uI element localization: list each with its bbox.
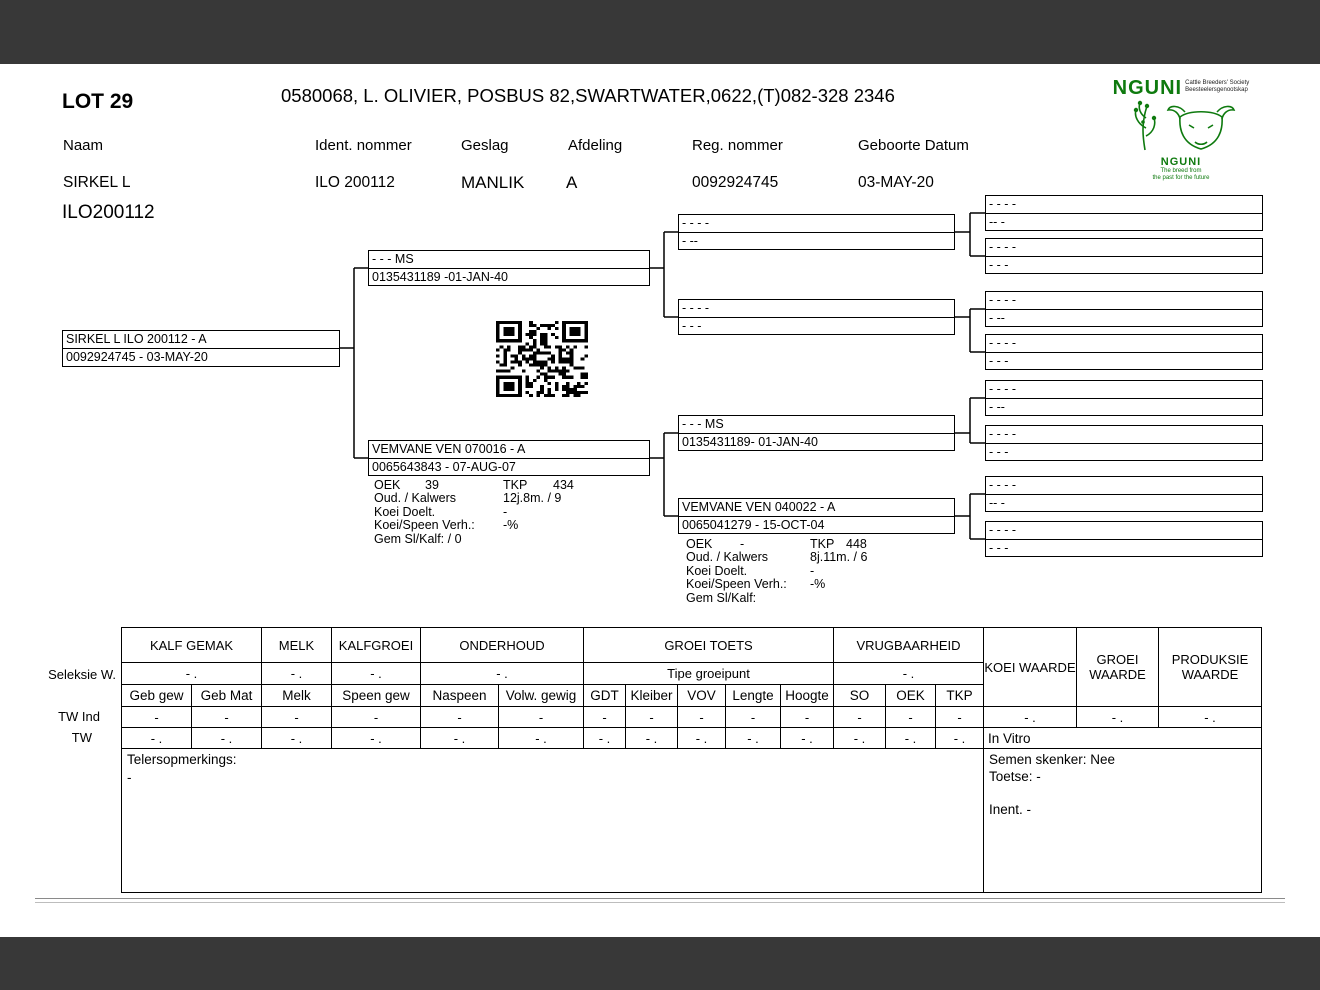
- pedigree-box-gen4-1: [985, 195, 1263, 231]
- tw-ind-cell: -: [262, 707, 332, 728]
- semen-donor-line: Semen skenker: Nee: [989, 752, 1116, 767]
- column-header: TKP: [936, 685, 984, 707]
- plant-and-bull-art: [1125, 98, 1237, 152]
- header-koei-waarde: KOEI WAARDE: [984, 628, 1077, 707]
- tw-cell: - .: [834, 728, 886, 749]
- tkp-value: 434: [553, 478, 574, 492]
- group-header-onderhoud: ONDERHOUD: [421, 628, 584, 663]
- field-value-reg: 0092924745: [692, 174, 779, 191]
- stats-row: [374, 533, 574, 546]
- gen4-1-name: - - - -: [986, 196, 1262, 214]
- tkp-value: 448: [846, 537, 867, 551]
- performance-table: [121, 627, 1262, 893]
- field-label-naam: Naam: [63, 137, 104, 154]
- tw-ind-cell: -: [421, 707, 499, 728]
- oek-label: OEK: [374, 478, 401, 492]
- pedigree-box-gen3-2: [678, 299, 955, 335]
- tw-ind-cell: - .: [984, 707, 1077, 728]
- gen3-dam-stats: [686, 538, 867, 605]
- stat-label: Gem Sl/Kalf: / 0: [374, 531, 462, 546]
- tw-ind-cell: -: [886, 707, 936, 728]
- stat-label: Koei Doelt.: [686, 563, 748, 578]
- tw-cell: - .: [781, 728, 834, 749]
- gen3-1-name: - - - -: [679, 215, 954, 233]
- row-label-tw-ind: TW Ind: [58, 709, 100, 724]
- column-header: Volw. gewig: [499, 685, 584, 707]
- pedigree-box-gen4-3: [985, 291, 1263, 327]
- column-header: Melk: [262, 685, 332, 707]
- tw-cell: - .: [726, 728, 781, 749]
- dam-stats: [374, 479, 574, 546]
- field-value-naam: SIRKEL L: [63, 174, 131, 191]
- tw-cell: - .: [886, 728, 936, 749]
- column-header: Hoogte: [781, 685, 834, 707]
- tkp-label: TKP: [503, 478, 528, 492]
- gen3-3-name: - - - MS: [679, 416, 954, 434]
- column-header: VOV: [678, 685, 726, 707]
- field-label-afdeling: Afdeling: [568, 137, 623, 154]
- lot-number: LOT 29: [62, 90, 134, 113]
- pedigree-box-gen3-1: [678, 214, 955, 250]
- row-label-tw: TW: [71, 730, 92, 745]
- tw-cell: - .: [421, 728, 499, 749]
- tkp-label: TKP: [810, 537, 835, 551]
- inent-line: Inent. -: [989, 802, 1032, 817]
- field-label-geboorte: Geboorte Datum: [858, 137, 969, 154]
- nguni-logo-header: [1111, 78, 1251, 98]
- tw-cell: - .: [122, 728, 192, 749]
- info-cell: [984, 749, 1262, 893]
- oek-value: 39: [425, 478, 439, 492]
- pedigree-box-gen3-4: [678, 498, 955, 534]
- column-header: Kleiber: [626, 685, 678, 707]
- gen3-4-reg: 0065041279 - 15-OCT-04: [682, 518, 825, 532]
- nguni-brand-small: NGUNI: [1160, 156, 1202, 168]
- society-line2: Beesteelersgenootskap: [1185, 87, 1248, 93]
- stat-value: -: [810, 563, 815, 578]
- subject-reg: 0092924745 - 03-MAY-20: [66, 350, 208, 364]
- stat-label: Koei/Speen Verh.:: [686, 577, 787, 592]
- pedigree-box-subject: [62, 330, 340, 367]
- column-header: Speen gew: [332, 685, 421, 707]
- group-header-groei-toets: GROEI TOETS: [584, 628, 834, 663]
- tw-ind-cell: -: [499, 707, 584, 728]
- stat-label: Oud. / Kalwers: [374, 491, 456, 506]
- column-header: Naspeen: [421, 685, 499, 707]
- seleksie-cell: - .: [332, 663, 421, 685]
- tw-cell: - .: [499, 728, 584, 749]
- pedigree-box-gen3-3: [678, 415, 955, 451]
- gen4-7-name: - - - -: [986, 477, 1262, 495]
- tw-ind-cell: -: [834, 707, 886, 728]
- column-header: OEK: [886, 685, 936, 707]
- stat-value: 12j.8m. / 9: [503, 491, 562, 506]
- gen3-1-reg: - --: [682, 234, 698, 248]
- sire-name: - - - MS: [369, 251, 649, 269]
- pedigree-box-dam: [368, 440, 650, 476]
- group-header-melk: MELK: [262, 628, 332, 663]
- column-header: Geb Mat: [192, 685, 262, 707]
- gen4-5-name: - - - -: [986, 381, 1262, 399]
- remarks-cell: [122, 749, 984, 893]
- stat-value: -: [503, 504, 508, 519]
- header-groei-waarde: GROEI WAARDE: [1077, 628, 1159, 707]
- field-label-geslag: Geslag: [461, 137, 509, 154]
- stats-row: [374, 506, 574, 519]
- pedigree-box-gen4-8: [985, 521, 1263, 557]
- column-header: GDT: [584, 685, 626, 707]
- society-line1: Cattle Breeders' Society: [1185, 80, 1250, 86]
- gen4-7-reg: -- -: [989, 496, 1005, 510]
- seleksie-cell: - .: [262, 663, 332, 685]
- group-header-vrugbaarheid: VRUGBAARHEID: [834, 628, 984, 663]
- in-vitro-cell: In Vitro: [984, 728, 1262, 749]
- nguni-society-text: [1185, 78, 1249, 94]
- stats-row: [686, 592, 867, 605]
- gen3-3-reg: 0135431189- 01-JAN-40: [682, 435, 818, 449]
- gen3-4-name: VEMVANE VEN 040022 - A: [679, 499, 954, 517]
- field-label-reg: Reg. nommer: [692, 137, 783, 154]
- tw-ind-cell: -: [726, 707, 781, 728]
- tw-ind-cell: -: [192, 707, 262, 728]
- pedigree-box-gen4-7: [985, 476, 1263, 512]
- gen4-8-reg: - - -: [989, 541, 1009, 555]
- stats-row: [686, 565, 867, 578]
- tw-cell: - .: [626, 728, 678, 749]
- footer-divider: [35, 898, 1285, 903]
- tipe-groeipunt-label: Tipe groeipunt: [584, 663, 834, 685]
- column-header: Lengte: [726, 685, 781, 707]
- tw-ind-cell: -: [584, 707, 626, 728]
- column-header: SO: [834, 685, 886, 707]
- tw-cell: - .: [332, 728, 421, 749]
- sire-reg: 0135431189 -01-JAN-40: [372, 270, 508, 284]
- subject-name: SIRKEL L ILO 200112 - A: [63, 331, 339, 349]
- pedigree-box-gen4-4: [985, 334, 1263, 370]
- tw-cell: - .: [936, 728, 984, 749]
- tw-ind-cell: -: [332, 707, 421, 728]
- tw-ind-cell: -: [936, 707, 984, 728]
- row-label-seleksie: Seleksie W.: [48, 667, 116, 682]
- remarks-label: Telersopmerkings:: [127, 752, 237, 767]
- toetse-line: Toetse: -: [989, 769, 1041, 784]
- logo-tagline-2: the past for the future: [1152, 175, 1210, 181]
- nguni-logo-footer: [1111, 157, 1251, 182]
- gen4-3-name: - - - -: [986, 292, 1262, 310]
- gen4-1-reg: -- -: [989, 215, 1005, 229]
- stats-row: [374, 519, 574, 532]
- field-value-ident: ILO 200112: [315, 174, 395, 191]
- nguni-logo: [1111, 78, 1251, 184]
- ident-number-large: ILO200112: [62, 202, 155, 223]
- nguni-brand-text: NGUNI: [1112, 77, 1183, 99]
- stat-value: -%: [503, 518, 519, 533]
- oek-label: OEK: [686, 537, 713, 551]
- gen4-2-name: - - - -: [986, 239, 1262, 257]
- stats-row: [686, 578, 867, 591]
- stat-value: -%: [810, 577, 826, 592]
- pedigree-box-gen4-6: [985, 425, 1263, 461]
- gen4-5-reg: - --: [989, 400, 1005, 414]
- stat-label: Koei/Speen Verh.:: [374, 518, 475, 533]
- tw-ind-cell: -: [626, 707, 678, 728]
- gen3-2-reg: - - -: [682, 319, 702, 333]
- top-letterbox-bar: [0, 0, 1320, 64]
- seleksie-cell: - .: [122, 663, 262, 685]
- dam-stats-oek-tkp: [374, 479, 574, 492]
- tw-ind-cell: -: [781, 707, 834, 728]
- field-label-ident: Ident. nommer: [315, 137, 412, 154]
- gen4-4-reg: - - -: [989, 354, 1009, 368]
- logo-tagline-1: The breed from: [1160, 168, 1202, 174]
- stat-label: Koei Doelt.: [374, 504, 436, 519]
- seleksie-cell: - .: [834, 663, 984, 685]
- stats-row: [374, 492, 574, 505]
- gen3-stats-oek-tkp: [686, 538, 867, 551]
- pedigree-box-gen4-5: [985, 380, 1263, 416]
- column-header: Geb gew: [122, 685, 192, 707]
- pedigree-box-gen4-2: [985, 238, 1263, 274]
- tw-cell: - .: [584, 728, 626, 749]
- stat-label: Oud. / Kalwers: [686, 550, 768, 565]
- gen4-2-reg: - - -: [989, 258, 1009, 272]
- dam-reg: 0065643843 - 07-AUG-07: [372, 460, 516, 474]
- stats-row: [686, 551, 867, 564]
- gen4-6-name: - - - -: [986, 426, 1262, 444]
- gen3-2-name: - - - -: [679, 300, 954, 318]
- dam-name: VEMVANE VEN 070016 - A: [369, 441, 649, 459]
- field-value-geslag: MANLIK: [461, 173, 525, 192]
- oek-value: -: [740, 537, 745, 551]
- tw-ind-cell: - .: [1159, 707, 1262, 728]
- gen4-8-name: - - - -: [986, 522, 1262, 540]
- header-produksie-waarde: PRODUKSIE WAARDE: [1159, 628, 1262, 707]
- tw-cell: - .: [192, 728, 262, 749]
- tw-ind-cell: -: [122, 707, 192, 728]
- seleksie-cell: - .: [421, 663, 584, 685]
- group-header-kalf-gemak: KALF GEMAK: [122, 628, 262, 663]
- tw-cell: - .: [678, 728, 726, 749]
- tw-cell: - .: [262, 728, 332, 749]
- stat-value: 8j.11m. / 6: [810, 550, 868, 565]
- tw-ind-cell: - .: [1077, 707, 1159, 728]
- bottom-letterbox-bar: [0, 937, 1320, 990]
- tw-ind-cell: -: [678, 707, 726, 728]
- qr-code: [496, 321, 588, 397]
- gen4-3-reg: - --: [989, 311, 1005, 325]
- gen4-6-reg: - - -: [989, 445, 1009, 459]
- stat-label: Gem Sl/Kalf:: [686, 590, 757, 605]
- gen4-4-name: - - - -: [986, 335, 1262, 353]
- group-header-kalfgroei: KALFGROEI: [332, 628, 421, 663]
- field-value-afdeling: A: [566, 173, 578, 192]
- field-value-geboorte: 03-MAY-20: [858, 174, 934, 191]
- pedigree-box-sire: [368, 250, 650, 286]
- breeder-line: 0580068, L. OLIVIER, POSBUS 82,SWARTWATER,0622,(T)082-328 2346: [281, 85, 895, 106]
- remarks-value: -: [127, 770, 132, 785]
